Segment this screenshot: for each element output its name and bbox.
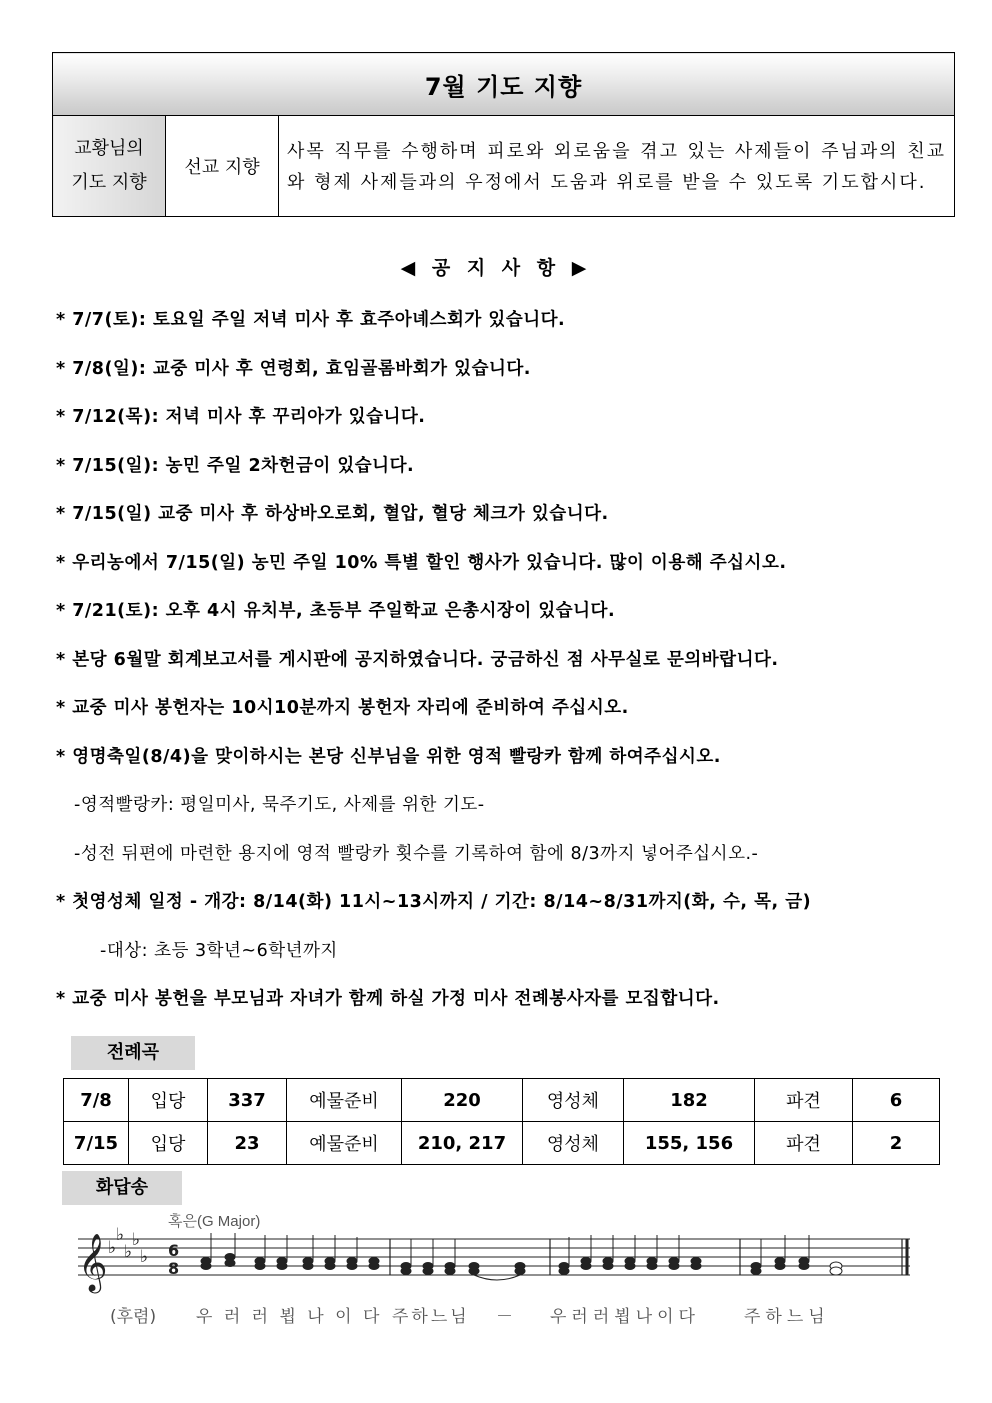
lyric-refrain: (후렴) [110, 1307, 157, 1327]
hymn-communion-label: 영성체 [523, 1079, 624, 1122]
notice-subitem: -영적빨랑카: 평일미사, 묵주기도, 사제를 위한 기도- [74, 795, 485, 815]
notice-item: * 교중 미사 봉헌을 부모님과 자녀가 함께 하실 가정 미사 전례봉사자를 모집합니다. [56, 989, 720, 1009]
lyric-phrase: 우 러 러 뵙 나 이 다 [196, 1307, 383, 1327]
hymn-dismissal-label: 파견 [755, 1122, 853, 1165]
prayer-text: 사목 직무를 수행하며 피로와 외로움을 겪고 있는 사제들이 주님과의 친교와 형제 사제들과의 우정에서 도움과 위로를 받을 수 있도록 기도합시다. [279, 116, 955, 217]
notice-item: * 우리농에서 7/15(일) 농민 주일 10% 특별 할인 행사가 있습니다. 많이 이용해 주십시오. [56, 552, 787, 573]
key-note: 혹은(G Major) [168, 1213, 261, 1230]
hymn-offertory: 210, 217 [402, 1122, 523, 1165]
time-signature [168, 1241, 179, 1278]
hymn-entrance-label: 입당 [129, 1122, 208, 1165]
svg-text:6: 6 [168, 1241, 180, 1260]
hymn-dismissal: 6 [853, 1079, 940, 1122]
lyric-phrase: 주하느님 [744, 1307, 830, 1327]
hymn-communion: 182 [624, 1079, 755, 1122]
prayer-header [53, 116, 166, 217]
notice-item: * 교중 미사 봉헌자는 10시10분까지 봉헌자 자리에 준비하여 주십시오. [56, 698, 629, 718]
hymn-communion: 155, 156 [624, 1122, 755, 1165]
hymn-communion-label: 영성체 [523, 1122, 624, 1165]
svg-text:♭: ♭ [132, 1230, 141, 1250]
svg-text:♭: ♭ [124, 1242, 133, 1262]
psalm-score [72, 1205, 922, 1335]
svg-text:♭: ♭ [116, 1225, 125, 1245]
svg-text:8: 8 [168, 1259, 180, 1278]
lyric-dash: － [496, 1307, 513, 1327]
hymn-offertory-label: 예물준비 [287, 1122, 402, 1165]
notice-item: * 본당 6월말 회계보고서를 게시판에 공지하였습니다. 궁금하신 점 사무실로 문의바랍니다. [56, 649, 779, 670]
hymn-offertory-label: 예물준비 [287, 1079, 402, 1122]
hymn-table [63, 1078, 940, 1165]
lyric-phrase: 우러러뵙나이다 [550, 1307, 700, 1327]
prayer-kind: 선교 지향 [166, 116, 279, 217]
notice-item: * 7/7(토): 토요일 주일 저녁 미사 후 효주아녜스회가 있습니다. [56, 310, 566, 330]
hymn-entrance: 337 [208, 1079, 287, 1122]
notice-item: * 영명축일(8/4)을 맞이하시는 본당 신부님을 위한 영적 빨랑카 함께 하여주십시오. [56, 746, 721, 767]
measure-2 [401, 1239, 525, 1280]
notice-subitem: -대상: 초등 3학년~6학년까지 [100, 940, 338, 961]
notice-item: * 7/21(토): 오후 4시 유치부, 초등부 주일학교 은총시장이 있습니다. [56, 601, 616, 621]
table-row [64, 1079, 940, 1122]
notice-subitem: -성전 뒤편에 마련한 용지에 영적 빨랑카 횟수를 기록하여 함에 8/3까지 넣어주십시오.- [74, 843, 759, 864]
measure-1 [201, 1233, 379, 1270]
hymn-entrance: 23 [208, 1122, 287, 1165]
hymn-dismissal: 2 [853, 1122, 940, 1165]
treble-clef-icon: 𝄞 [78, 1233, 108, 1291]
psalm-lyrics [110, 1306, 830, 1327]
svg-text:♭: ♭ [108, 1238, 117, 1258]
table-row [64, 1122, 940, 1165]
hymn-offertory: 220 [402, 1079, 523, 1122]
notice-list [56, 306, 956, 1034]
liturgy-label: 전례곡 [71, 1036, 195, 1070]
psalm-label: 화답송 [62, 1171, 182, 1205]
notice-item: * 7/15(일) 교중 미사 후 하상바오로회, 혈압, 혈당 체크가 있습니다. [56, 504, 609, 524]
measure-3 [559, 1235, 701, 1275]
hymn-date: 7/8 [64, 1079, 129, 1122]
notice-heading: ◀ 공 지 사 항 ▶ [400, 257, 592, 279]
hymn-date: 7/15 [64, 1122, 129, 1165]
measure-4 [751, 1235, 842, 1275]
svg-text:♭: ♭ [140, 1247, 149, 1267]
prayer-header-line2: 기도 지향 [71, 172, 147, 193]
notice-item: * 7/12(목): 저녁 미사 후 꾸리아가 있습니다. [56, 407, 426, 427]
notice-item: * 7/15(일): 농민 주일 2차헌금이 있습니다. [56, 455, 415, 476]
notice-item: * 첫영성체 일정 - 개강: 8/14(화) 11시~13시까지 / 기간: 8/14~8/31까지(화, 수, 목, 금) [56, 892, 812, 912]
key-signature-flats [108, 1225, 148, 1267]
prayer-header-line1: 교황님의 [74, 138, 144, 159]
hymn-entrance-label: 입당 [129, 1079, 208, 1122]
hymn-dismissal-label: 파견 [755, 1079, 853, 1122]
lyric-phrase: 주하느님 [392, 1307, 470, 1327]
prayer-title: 7월 기도 지향 [53, 53, 955, 116]
notice-item: * 7/8(일): 교중 미사 후 연령회, 효임골롬바회가 있습니다. [56, 358, 531, 379]
prayer-intention-table [52, 52, 955, 217]
